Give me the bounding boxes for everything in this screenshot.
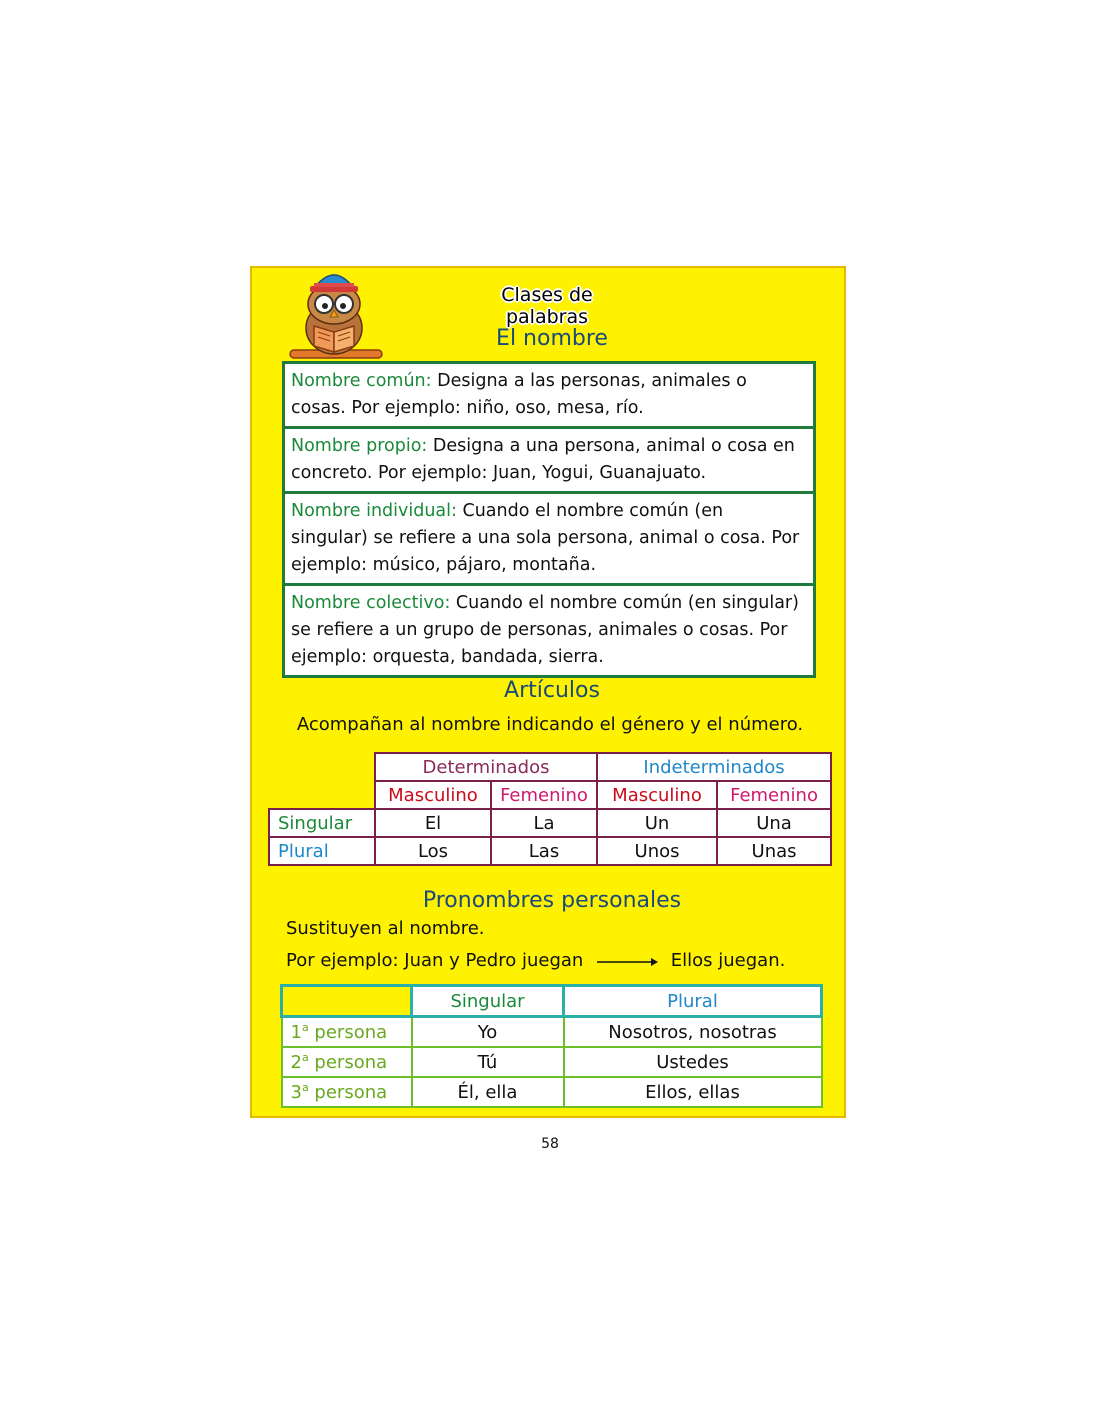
- definition-text: Cuando el nombre común (en singular) se refiere a una sola persona, animal o cosa. Por ejemplo: músico, pájaro, montaña.: [291, 501, 800, 575]
- ordinal-marker: a: [301, 1051, 309, 1064]
- table-cell: Tú: [412, 1047, 564, 1077]
- row-header-singular: Singular: [269, 809, 375, 837]
- table-cell: Nosotros, nosotras: [564, 1017, 822, 1048]
- table-cell: Ustedes: [564, 1047, 822, 1077]
- lesson-card: [250, 266, 846, 1118]
- table-cell: Unas: [717, 837, 831, 865]
- table-cell: Ellos, ellas: [564, 1077, 822, 1107]
- table-cell: Él, ella: [412, 1077, 564, 1107]
- example-left: Por ejemplo: Juan y Pedro juegan: [286, 950, 584, 971]
- table-cell: Unos: [597, 837, 717, 865]
- table-cell: Yo: [412, 1017, 564, 1048]
- row-header-persona: [282, 1047, 412, 1077]
- ordinal-marker: a: [301, 1081, 309, 1094]
- table-row: [282, 1077, 822, 1107]
- definition-nombre-individual: [285, 491, 813, 583]
- articles-group-row: [269, 753, 831, 781]
- gender-header: Masculino: [597, 781, 717, 809]
- empty-cell: [269, 753, 375, 781]
- arrow-right-icon: [595, 951, 659, 972]
- page-number: 58: [541, 1136, 559, 1152]
- definition-term: Nombre común:: [291, 371, 432, 391]
- row-header-plural: Plural: [269, 837, 375, 865]
- table-row: [282, 1047, 822, 1077]
- definition-text: Designa a una persona, animal o cosa en concreto. Por ejemplo: Juan, Yogui, Guanajuato.: [291, 436, 795, 483]
- example-right: Ellos juegan.: [670, 950, 786, 971]
- definition-nombre-colectivo: [285, 583, 813, 675]
- table-row: [269, 809, 831, 837]
- articles-table: [268, 752, 832, 866]
- definition-term: Nombre individual:: [291, 501, 457, 521]
- table-row: [282, 1017, 822, 1048]
- section-title-pronombres: Pronombres personales: [422, 888, 682, 913]
- gender-header: Masculino: [375, 781, 491, 809]
- empty-cell: [282, 986, 412, 1017]
- page-title: Clases de palabras: [501, 284, 593, 328]
- definition-text: Designa a las personas, animales o cosas. Por ejemplo: niño, oso, mesa, río.: [291, 371, 747, 418]
- articles-gender-row: [269, 781, 831, 809]
- pronombres-example: [286, 950, 826, 972]
- pronouns-header-row: [282, 986, 822, 1017]
- table-cell: Una: [717, 809, 831, 837]
- definition-term: Nombre colectivo:: [291, 593, 451, 613]
- table-cell: La: [491, 809, 597, 837]
- persona-label: persona: [308, 1022, 388, 1043]
- group-header-indeterminados: Indeterminados: [597, 753, 831, 781]
- persona-number: 3: [290, 1082, 302, 1103]
- persona-label: persona: [308, 1052, 388, 1073]
- owl-reading-book-icon: [284, 270, 384, 364]
- noun-definitions-box: [282, 361, 816, 678]
- articulos-subtitle: Acompañan al nombre indicando el género y el número.: [296, 714, 804, 735]
- gender-header: Femenino: [491, 781, 597, 809]
- definition-text: Cuando el nombre común (en singular) se refiere a un grupo de personas, animales o cosas. Por ejemplo: orquesta, bandada, sierra.: [291, 593, 799, 667]
- empty-cell: [269, 781, 375, 809]
- row-header-persona: [282, 1077, 412, 1107]
- group-header-determinados: Determinados: [375, 753, 597, 781]
- column-header-singular: Singular: [412, 986, 564, 1017]
- pronouns-table: [280, 984, 823, 1108]
- table-cell: Los: [375, 837, 491, 865]
- definition-term: Nombre propio:: [291, 436, 428, 456]
- section-title-articulos: Artículos: [504, 678, 600, 703]
- persona-number: 1: [290, 1022, 302, 1043]
- gender-header: Femenino: [717, 781, 831, 809]
- section-title-nombre: El nombre: [496, 326, 608, 351]
- definition-nombre-comun: [285, 364, 813, 426]
- table-cell: Un: [597, 809, 717, 837]
- definition-nombre-propio: [285, 426, 813, 491]
- pronombres-definition: Sustituyen al nombre.: [286, 918, 485, 939]
- table-row: [269, 837, 831, 865]
- persona-label: persona: [308, 1082, 388, 1103]
- column-header-plural: Plural: [564, 986, 822, 1017]
- ordinal-marker: a: [301, 1021, 309, 1034]
- table-cell: El: [375, 809, 491, 837]
- persona-number: 2: [290, 1052, 302, 1073]
- table-cell: Las: [491, 837, 597, 865]
- row-header-persona: [282, 1017, 412, 1048]
